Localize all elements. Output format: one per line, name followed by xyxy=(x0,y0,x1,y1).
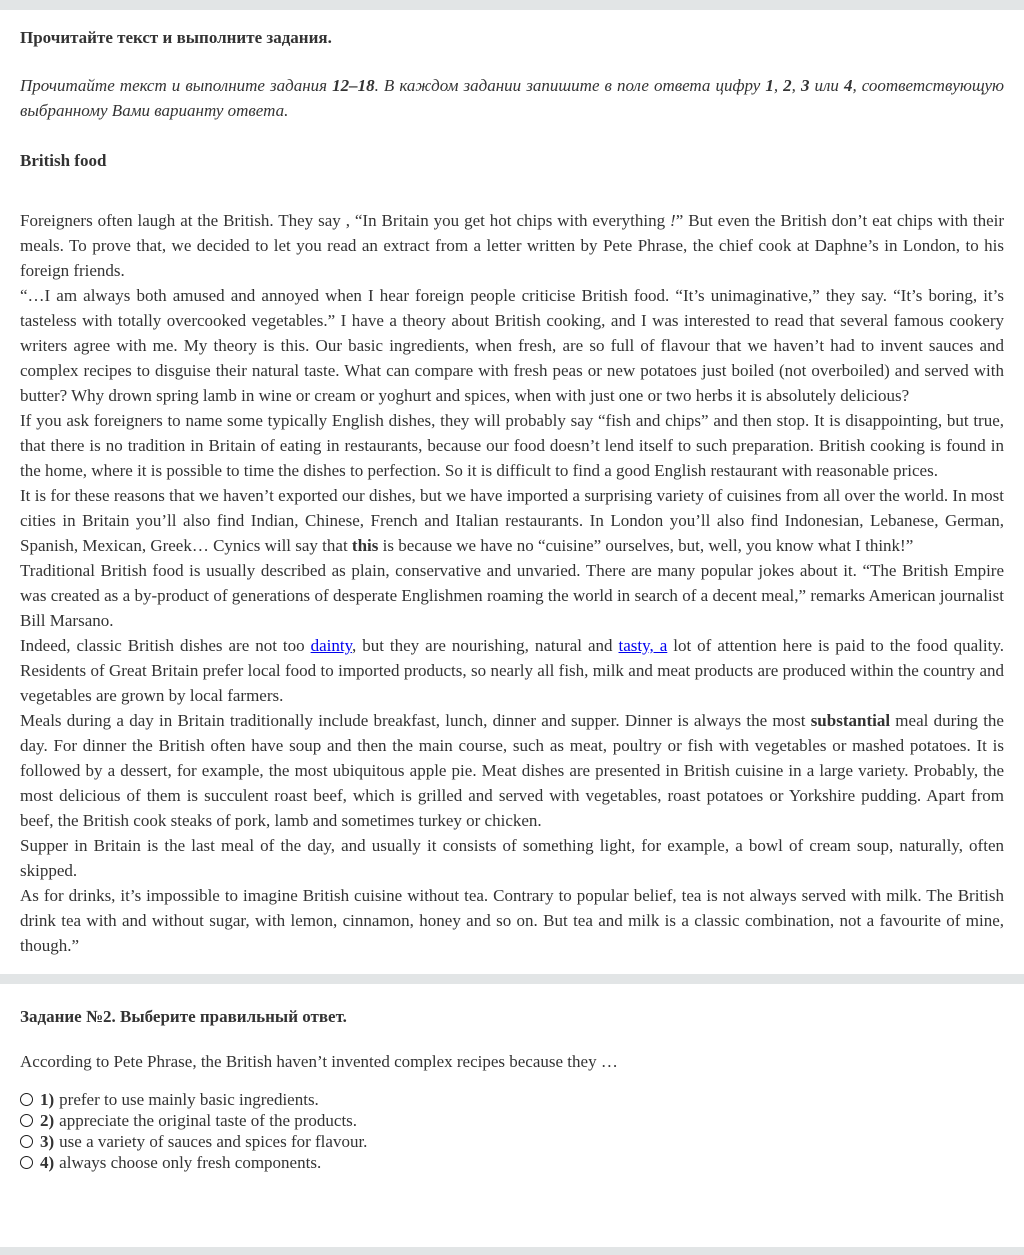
radio-button[interactable] xyxy=(20,1156,33,1169)
text-run: If you ask foreigners to name some typically English dishes, they will probably say “fish and chips” and then stop. It is disappointing, but true, that there is no tradition in Britain of eating in restaurants, because our food doesn’t lend itself to such preparation. British cooking is found in the home, where it is possible to time the dishes to perfection. So it is difficult to find a good English restaurant with reasonable prices. xyxy=(20,411,1004,480)
option-label: appreciate the original taste of the products. xyxy=(59,1110,358,1130)
article-paragraph xyxy=(20,708,1004,833)
radio-button[interactable] xyxy=(20,1114,33,1127)
article-paragraph xyxy=(20,408,1004,483)
text-run: , соответствующую выбранному Вами варианту ответа. xyxy=(20,76,1005,120)
task-instructions xyxy=(20,73,1004,123)
answer-option-2[interactable] xyxy=(20,1110,1004,1131)
text-run: this xyxy=(351,536,379,555)
text-run: Traditional British food is usually described as plain, conservative and unvaried. There are many popular jokes about it. “The British Empire was created as a by-product of generations of desperate Englishmen roaming the world in search of a decent meal,” remarks American journalist Bill Marsano. xyxy=(20,561,1004,630)
text-run: 12–18 xyxy=(332,76,375,95)
text-run: , but they are nourishing, natural and xyxy=(352,636,619,655)
question-text: According to Pete Phrase, the British haven’t invented complex recipes because they … xyxy=(20,1052,618,1071)
article-paragraph xyxy=(20,633,1004,708)
text-run: Meals during a day in Britain traditionally include breakfast, lunch, dinner and supper. Dinner is always the most xyxy=(20,711,811,730)
text-run: 1 xyxy=(765,76,774,95)
option-number: 3) xyxy=(40,1131,55,1151)
section-divider xyxy=(0,974,1024,984)
top-divider xyxy=(0,0,1024,10)
text-run: meal during the day. For dinner the British often have soup and then the main course, such as meat, poultry or fish with vegetables or mashed potatoes. It is followed by a dessert, for example, the most ubiquitous apple pie. Meat dishes are presented in British cuisine in a large variety. Probably, the most delicious of them is succulent roast beef, which is grilled and served with vegetables, roast potatoes or Yorkshire pudding. Apart from beef, the British cook steaks of pork, lamb and sometimes turkey or chicken. xyxy=(20,711,1004,830)
text-run: ” But even the British don’t eat chips with their meals. To prove that, we decided to let you read an extract from a letter written by Pete Phrase, the chief cook at Daphne’s in London, to his foreign friends. xyxy=(20,211,1004,280)
text-link[interactable]: dainty xyxy=(310,636,352,655)
radio-button[interactable] xyxy=(20,1135,33,1148)
article-paragraph xyxy=(20,883,1004,958)
text-run: 4 xyxy=(843,76,853,95)
answer-options xyxy=(20,1089,1004,1173)
text-run: lot of attention here is paid to the food quality. Residents of Great Britain prefer local food to imported products, so nearly all fish, milk and meat products are produced within the country and vegetables are grown by local farmers. xyxy=(20,636,1004,705)
text-run: It is for these reasons that we haven’t exported our dishes, but we have imported a surprising variety of cuisines from all over the world. In most cities in Britain you’ll also find Indian, Chinese, French and Italian restaurants. In London you’ll also find Indonesian, Lebanese, German, Spanish, Mexican, Greek… Cynics will say that xyxy=(20,486,1004,555)
page-title: Прочитайте текст и выполните задания. xyxy=(20,28,332,47)
option-label: use a variety of sauces and spices for flavour. xyxy=(59,1131,368,1151)
text-run: Прочитайте текст и выполните задания xyxy=(20,76,333,95)
option-number: 2) xyxy=(40,1110,55,1130)
text-run: ! xyxy=(670,211,676,230)
text-run: или xyxy=(809,76,844,95)
option-label: always choose only fresh components. xyxy=(59,1152,322,1172)
text-run: is because we have no “cuisine” ourselves, but, well, you know what I think!” xyxy=(378,536,914,555)
text-run: . В каждом задании запишите в поле ответа цифру xyxy=(374,76,766,95)
text-run: 2 xyxy=(783,76,792,95)
article-paragraph xyxy=(20,483,1004,558)
answer-option-4[interactable] xyxy=(20,1152,1004,1173)
text-run: , xyxy=(791,76,801,95)
option-number: 1) xyxy=(40,1089,55,1109)
text-run: “…I am always both amused and annoyed when I hear foreign people criticise British food. “It’s unimaginative,” they say. “It’s boring, it’s tasteless with totally overcooked vegetables.” I have a theory about British cooking, and I was interested to read that several famous cookery writers agree with me. My theory is this. Our basic ingredients, when fresh, are so full of flavour that we haven’t had to invent sauces and complex recipes to disguise their natural taste. What can compare with fresh peas or new potatoes just boiled (not overboiled) and served with butter? Why drown spring lamb in wine or cream or yoghurt and spices, when with just one or two herbs it is absolutely delicious? xyxy=(20,286,1004,405)
text-run: As for drinks, it’s impossible to imagine British cuisine without tea. Contrary to popular belief, tea is not always served with milk. The British drink tea with and without sugar, with lemon, cinnamon, honey and so on. But tea and milk is a classic combination, not a favourite of mine, though.” xyxy=(20,886,1004,955)
article-paragraph xyxy=(20,283,1004,408)
text-run: Foreigners often laugh at the British. They say , “In Britain you get hot chips with everything xyxy=(20,211,671,230)
text-link[interactable]: tasty, a xyxy=(618,636,668,655)
question-section xyxy=(0,984,1024,1173)
article-body xyxy=(20,208,1004,958)
reading-section xyxy=(0,10,1024,958)
text-run: substantial xyxy=(810,711,891,730)
text-run: , xyxy=(773,76,784,95)
article-title: British food xyxy=(20,151,107,170)
task-title: Задание №2. Выберите правильный ответ. xyxy=(20,1007,347,1026)
text-run: 3 xyxy=(800,76,810,95)
bottom-divider xyxy=(0,1247,1024,1255)
text-run: Supper in Britain is the last meal of the day, and usually it consists of something light, for example, a bowl of cream soup, naturally, often skipped. xyxy=(20,836,1004,880)
option-label: prefer to use mainly basic ingredients. xyxy=(59,1089,319,1109)
answer-option-1[interactable] xyxy=(20,1089,1004,1110)
article-paragraph xyxy=(20,208,1004,283)
text-run: Indeed, classic British dishes are not too xyxy=(20,636,311,655)
article-paragraph xyxy=(20,833,1004,883)
radio-button[interactable] xyxy=(20,1093,33,1106)
article-paragraph xyxy=(20,558,1004,633)
answer-option-3[interactable] xyxy=(20,1131,1004,1152)
option-number: 4) xyxy=(40,1152,55,1172)
